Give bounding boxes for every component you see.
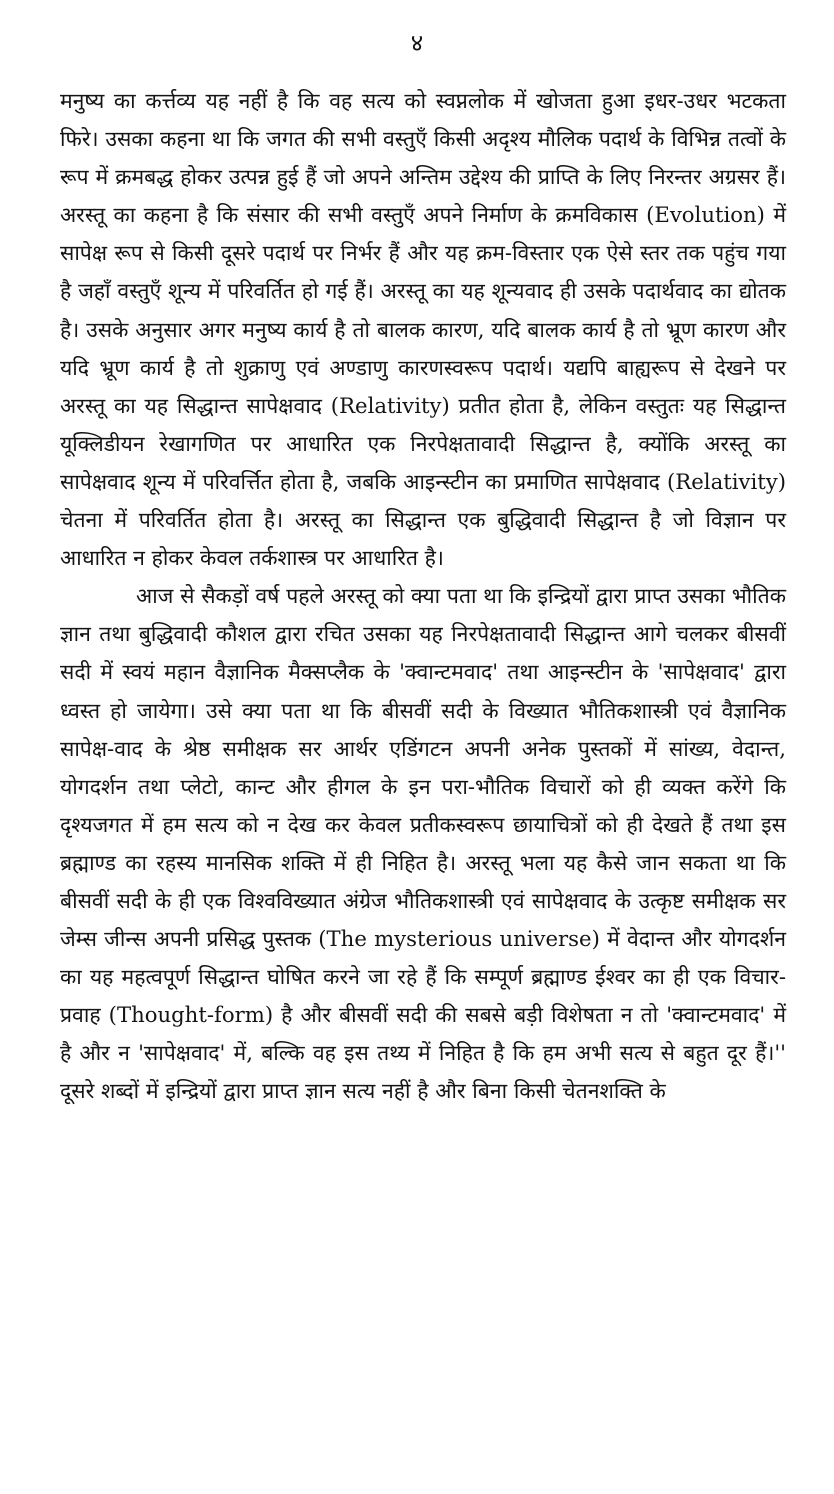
page-number: ४: [410, 29, 424, 57]
body-text: [60, 82, 786, 1111]
paragraph-modern-physics: आज से सैकड़ों वर्ष पहले अरस्तू को क्या पता था कि इन्द्रियों द्वारा प्राप्त उसका भौतिक ज्ञान तथा बुद्धिवादी कौशल द्वारा रचित उसका यह निरपेक्षतावादी सिद्धान्त आगे चलकर बीसवीं सदी में स्वयं महान वैज्ञानिक मैक्सप्लैक के 'क्वान्टमवाद' तथा आइन्स्टीन के 'सापेक्षवाद' द्वारा ध्वस्त हो जायेगा। उसे क्या पता था कि बीसवीं सदी के विख्यात भौतिकशास्त्री एवं वैज्ञानिक सापेक्ष-वाद के श्रेष्ठ समीक्षक सर आर्थर एडिंगटन अपनी अनेक पुस्तकों में सांख्य, वेदान्त, योगदर्शन तथा प्लेटो, कान्ट और हीगल के इन परा-भौतिक विचारों को ही व्यक्त करेंगे कि दृश्यजगत में हम सत्य को न देख कर केवल प्रतीकस्वरूप छायाचित्रों को ही देखते हैं तथा इस ब्रह्माण्ड का रहस्य मानसिक शक्ति में ही निहित है। अरस्तू भला यह कैसे जान सकता था कि बीसवीं सदी के ही एक विश्वविख्यात अंग्रेज भौतिकशास्त्री एवं सापेक्षवाद के उत्कृष्ट समीक्षक सर जेम्स जीन्स अपनी प्रसिद्ध पुस्तक (The mysterious universe) में वेदान्त और योगदर्शन का यह महत्वपूर्ण सिद्धान्त घोषित करने जा रहे हैं कि सम्पूर्ण ब्रह्माण्ड ईश्वर का ही एक विचार-प्रवाह (Thought-form) है और बीसवीं सदी की सबसे बड़ी विशेषता न तो 'क्वान्टमवाद' में है और न 'सापेक्षवाद' में, बल्कि वह इस तथ्य में निहित है कि हम अभी सत्य से बहुत दूर हैं।'' दूसरे शब्दों में इन्द्रियों द्वारा प्राप्त ज्ञान सत्य नहीं है और बिना किसी चेतनशक्ति के: [60, 583, 786, 1104]
paragraph-aristotle-theory: मनुष्य का कर्त्तव्य यह नहीं है कि वह सत्य को स्वप्नलोक में खोजता हुआ इधर-उधर भटकता फिरे। उसका कहना था कि जगत की सभी वस्तुएँ किसी अदृश्य मौलिक पदार्थ के विभिन्न तत्वों के रूप में क्रमबद्ध होकर उत्पन्न हुई हैं जो अपने अन्तिम उद्देश्य की प्राप्ति के लिए निरन्तर अग्रसर हैं। अरस्तू का कहना है कि संसार की सभी वस्तुएँ अपने निर्माण के क्रमविकास (Evolution) में सापेक्ष रूप से किसी दूसरे पदार्थ पर निर्भर हैं और यह क्रम-विस्तार एक ऐसे स्तर तक पहुंच गया है जहाँ वस्तुएँ शून्य में परिवर्तित हो गई हैं। अरस्तू का यह शून्यवाद ही उसके पदार्थवाद का द्योतक है। उसके अनुसार अगर मनुष्य कार्य है तो बालक कारण, यदि बालक कार्य है तो भ्रूण कारण और यदि भ्रूण कार्य है तो शुक्राणु एवं अण्डाणु कारणस्वरूप पदार्थ। यद्यपि बाह्यरूप से देखने पर अरस्तू का यह सिद्धान्त सापेक्षवाद (Relativity) प्रतीत होता है, लेकिन वस्तुतः यह सिद्धान्त यूक्लिडीयन रेखागणित पर आधारित एक निरपेक्षतावादी सिद्धान्त है, क्योंकि अरस्तू का सापेक्षवाद शून्य में परिवर्त्तित होता है, जबकि आइन्स्टीन का प्रमाणित सापेक्षवाद (Relativity) चेतना में परिवर्तित होता है। अरस्तू का सिद्धान्त एक बुद्धिवादी सिद्धान्त है जो विज्ञान पर आधारित न होकर केवल तर्कशास्त्र पर आधारित है।: [60, 88, 786, 571]
